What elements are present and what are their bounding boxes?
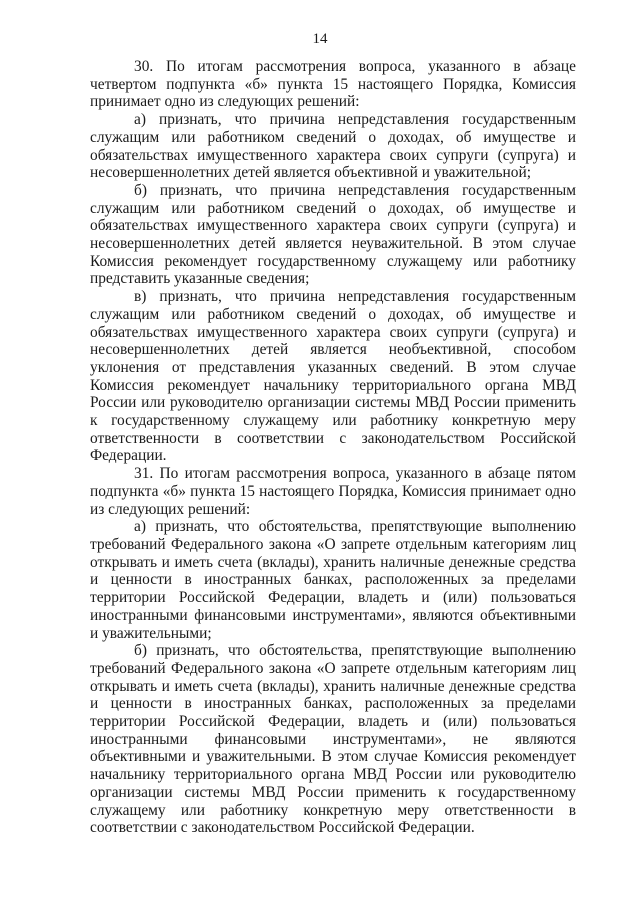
page-number: 14: [312, 31, 328, 47]
document-body: [90, 58, 576, 837]
paragraph-30-b: б) признать, что причина непредставления государственным служащим или работником сведений о доходах, об имуществе и обязательствах имущественного характера своих супруги (супруга) и несовершеннолетних детей является неуважительной. В этом случае Комиссия рекомендует государственному служащему или работнику представить указанные сведения;: [90, 181, 576, 288]
paragraph-30-intro: 30. По итогам рассмотрения вопроса, указанного в абзаце четвертом подпункта «б» пункта 15 настоящего Порядка, Комиссия принимает одно из следующих решений:: [90, 58, 576, 111]
paragraph-31-b: б) признать, что обстоятельства, препятствующие выполнению требований Федерального закона «О запрете отдельным категориям лиц открывать и иметь счета (вклады), хранить наличные денежные средства и ценности в иностранных банках, расположенных за пределами территории Российской Федерации, владеть и (или) пользоваться иностранными финансовыми инструментами», не являются объективными и уважительными. В этом случае Комиссия рекомендует начальнику территориального органа МВД России или руководителю организации системы МВД России применить к государственному служащему или работнику конкретную меру ответственности в соответствии с законодательством Российской Федерации.: [90, 642, 576, 837]
paragraph-30-v: в) признать, что причина непредставления государственным служащим или работником сведений о доходах, об имуществе и обязательствах имущественного характера своих супруги (супруга) и несовершеннолетних детей является необъективной, способом уклонения от представления указанных сведений. В этом случае Комиссия рекомендует начальнику территориального органа МВД России или руководителю организации системы МВД России применить к государственному служащему или работнику конкретную меру ответственности в соответствии с законодательством Российской Федерации.: [90, 288, 576, 465]
paragraph-30-a: а) признать, что причина непредставления государственным служащим или работником сведений о доходах, об имуществе и обязательствах имущественного характера своих супруги (супруга) и несовершеннолетних детей является объективной и уважительной;: [90, 111, 576, 182]
paragraph-31-a: а) признать, что обстоятельства, препятствующие выполнению требований Федерального закона «О запрете отдельным категориям лиц открывать и иметь счета (вклады), хранить наличные денежные средства и ценности в иностранных банках, расположенных за пределами территории Российской Федерации, владеть и (или) пользоваться иностранными финансовыми инструментами», являются объективными и уважительными;: [90, 518, 576, 642]
paragraph-31-intro: 31. По итогам рассмотрения вопроса, указанного в абзаце пятом подпункта «б» пункта 15 настоящего Порядка, Комиссия принимает одно из следующих решений:: [90, 465, 576, 518]
